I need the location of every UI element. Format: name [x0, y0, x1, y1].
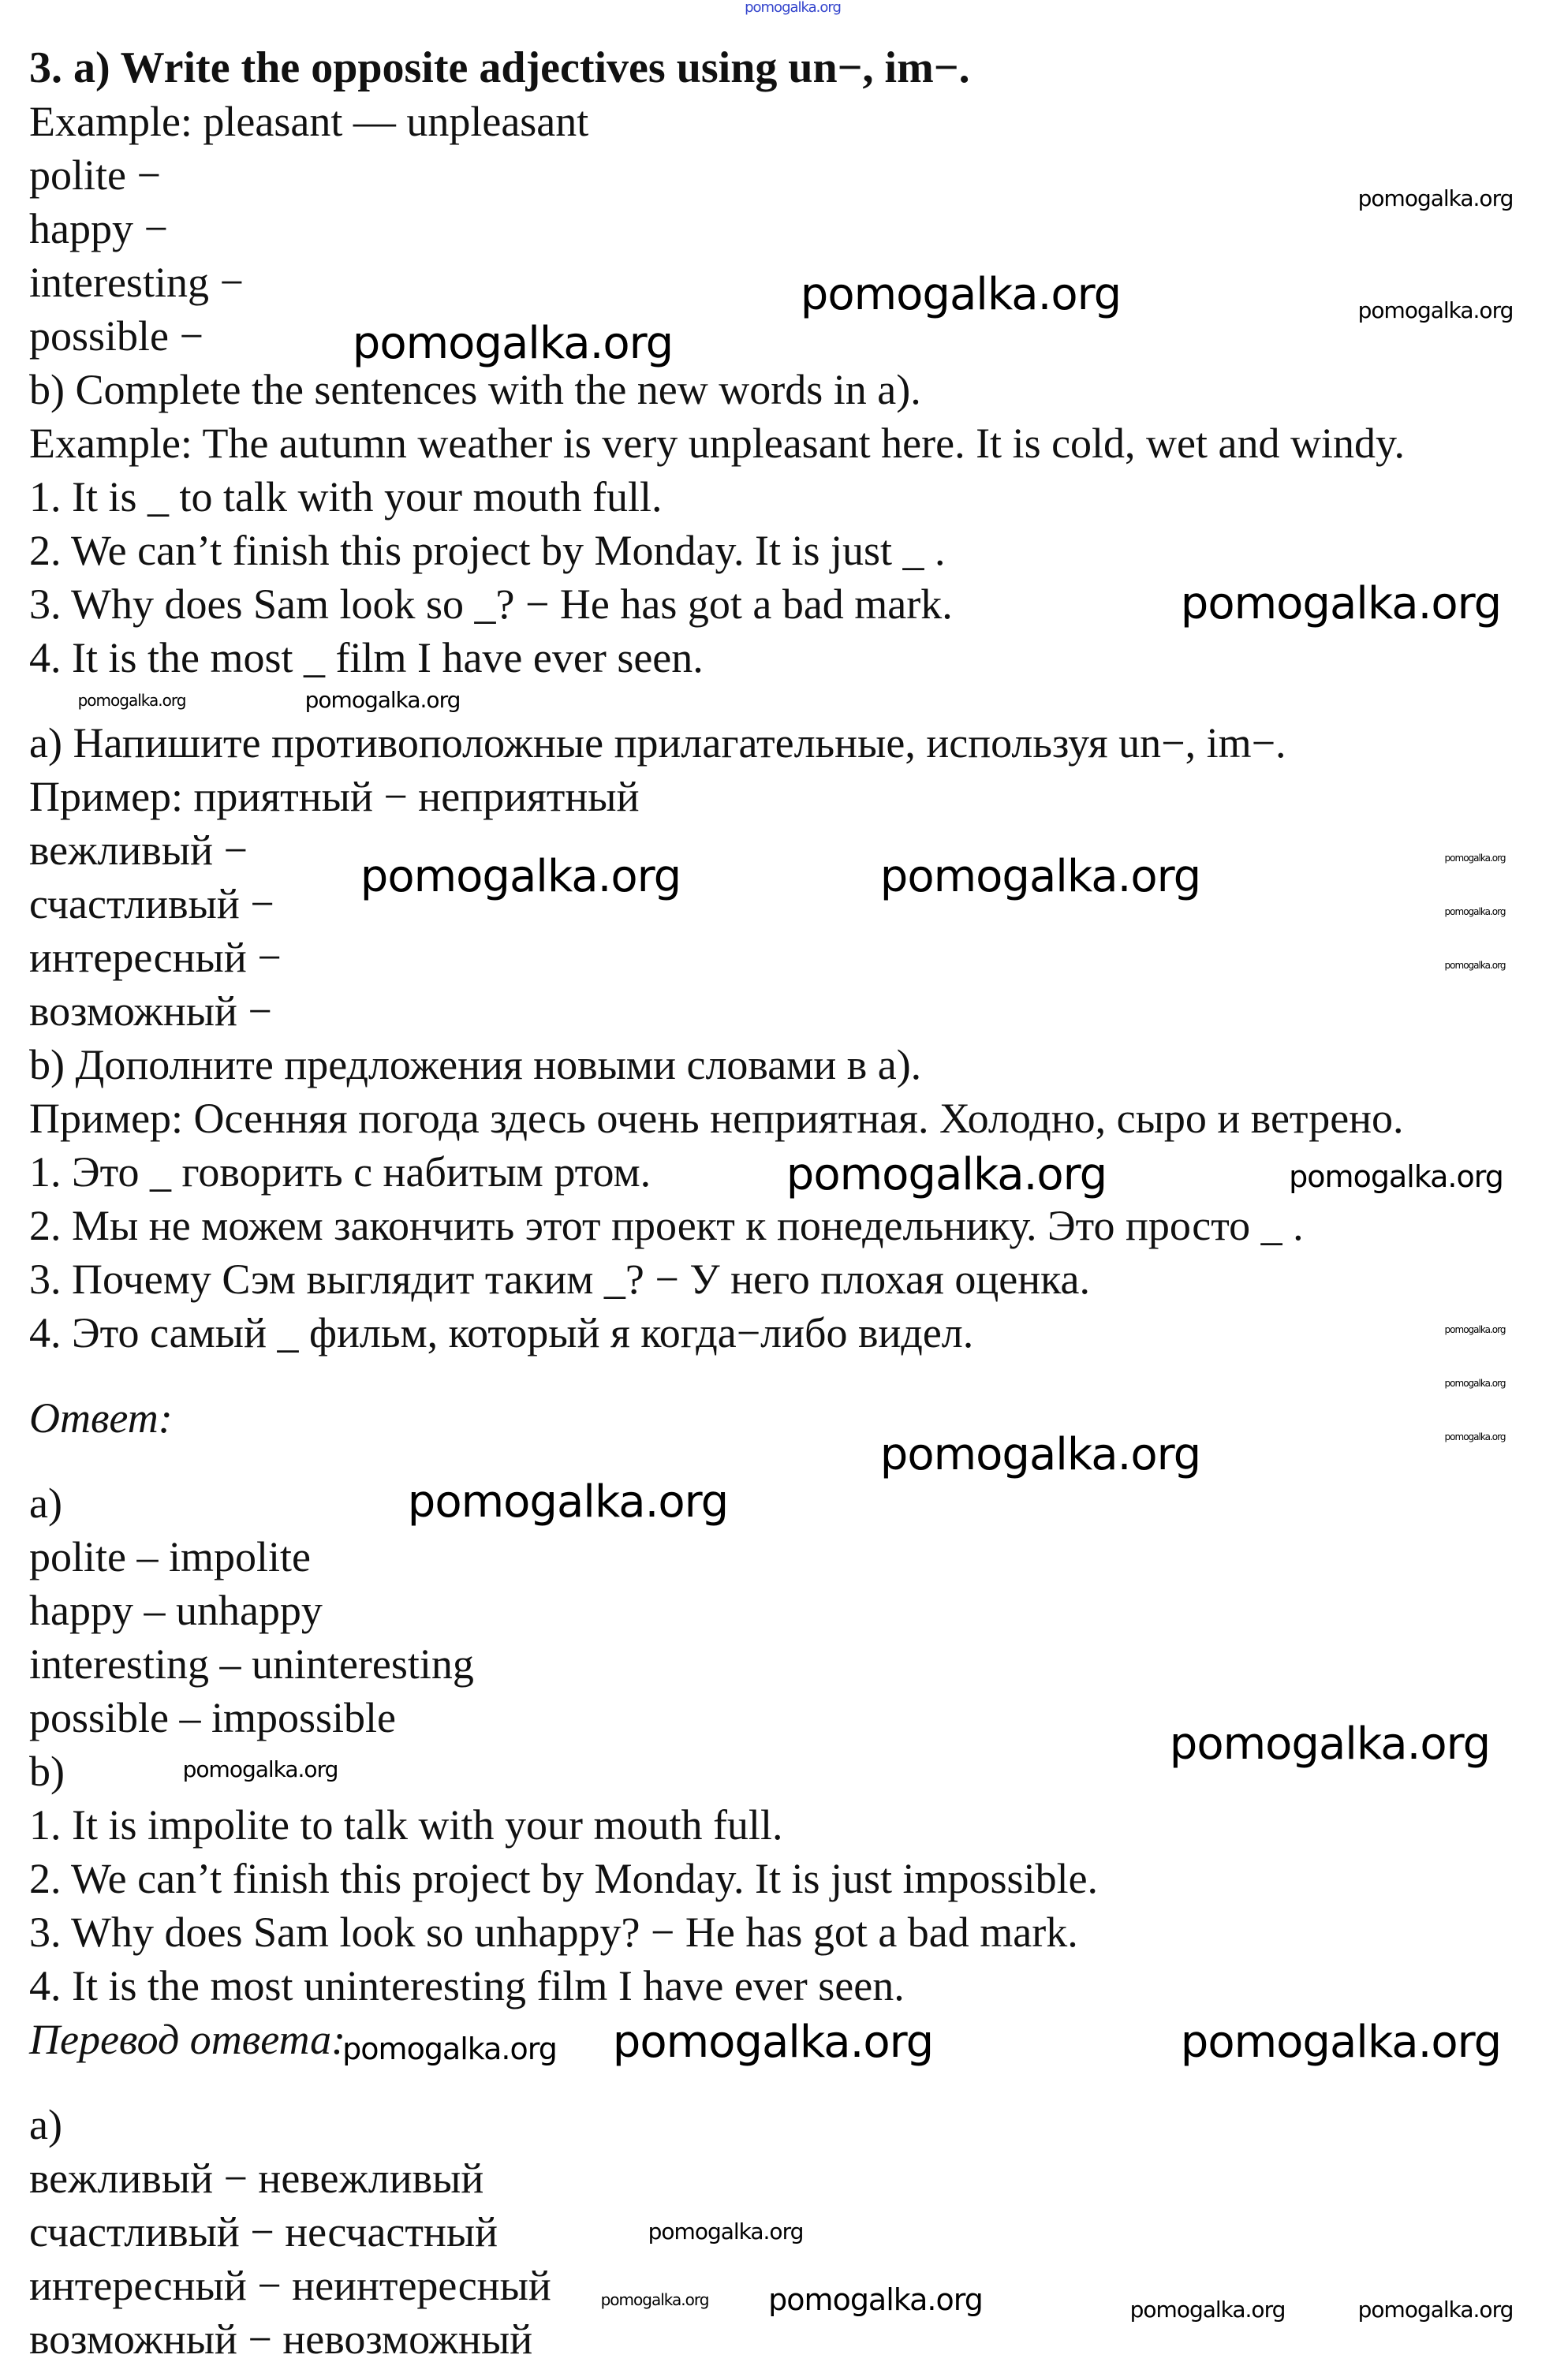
watermark: pomogalka.org — [182, 1756, 338, 1782]
translation-item: интересный − — [29, 934, 282, 981]
watermark: pomogalka.org — [1444, 906, 1506, 917]
answer-item: happy – unhappy — [29, 1587, 323, 1634]
watermark: pomogalka.org — [360, 851, 681, 902]
translation-example-a: Пример: приятный − неприятный — [29, 773, 640, 820]
watermark: pomogalka.org — [1180, 2017, 1502, 2068]
watermark: pomogalka.org — [352, 318, 674, 369]
watermark: pomogalka.org — [1289, 1159, 1503, 1194]
watermark: pomogalka.org — [800, 269, 1122, 320]
watermark: pomogalka.org — [304, 687, 461, 713]
watermark: pomogalka.org — [879, 1429, 1201, 1480]
answer-item: interesting – uninteresting — [29, 1640, 474, 1688]
task-example-b: Example: The autumn weather is very unpleasant here. It is cold, wet and windy. — [29, 420, 1405, 467]
answer-translation-heading: Перевод ответа: — [29, 2016, 346, 2063]
answer-item: possible – impossible — [29, 1694, 397, 1741]
task-sentence: 2. We can’t finish this project by Monday. It is just _ . — [29, 527, 946, 574]
translation-sentence: 2. Мы не можем закончить этот проект к понедельнику. Это просто _ . — [29, 1202, 1304, 1249]
watermark: pomogalka.org — [1444, 1431, 1506, 1442]
watermark: pomogalka.org — [612, 2017, 934, 2068]
task-sentence: 3. Why does Sam look so _? − He has got a bad mark. — [29, 580, 953, 628]
answer-translation-item: вежливый − невежливый — [29, 2155, 484, 2202]
watermark: pomogalka.org — [342, 2032, 557, 2066]
watermark: pomogalka.org — [77, 691, 186, 710]
watermark: pomogalka.org — [768, 2282, 983, 2317]
watermark: pomogalka.org — [1169, 1718, 1491, 1770]
watermark: pomogalka.org — [648, 2218, 804, 2245]
answer-translation-item: возможный − невозможный — [29, 2315, 533, 2363]
translation-sentence: 4. Это самый _ фильм, который я когда−либо видел. — [29, 1309, 974, 1356]
task-sentence: 4. It is the most _ film I have ever seen. — [29, 634, 704, 681]
watermark: pomogalka.org — [600, 2290, 709, 2309]
watermark-link[interactable]: pomogalka.org — [745, 0, 841, 16]
task-item: happy − — [29, 205, 168, 252]
task-item: possible − — [29, 312, 203, 360]
watermark: pomogalka.org — [1444, 960, 1506, 971]
watermark: pomogalka.org — [786, 1149, 1107, 1200]
answer-translation-label-a: а) — [29, 2101, 62, 2148]
translation-item: возможный − — [29, 987, 272, 1035]
watermark: pomogalka.org — [1444, 1378, 1506, 1389]
answer-label-a: a) — [29, 1480, 62, 1527]
task-sentence: 1. It is _ to talk with your mouth full. — [29, 473, 663, 521]
translation-item: вежливый − — [29, 827, 248, 874]
translation-sentence: 1. Это _ говорить с набитым ртом. — [29, 1148, 651, 1196]
watermark: pomogalka.org — [1357, 2297, 1514, 2323]
translation-title-b: b) Дополните предложения новыми словами в а). — [29, 1041, 922, 1088]
answer-sentence: 1. It is impolite to talk with your mouth full. — [29, 1801, 783, 1849]
watermark: pomogalka.org — [1444, 853, 1506, 864]
watermark: pomogalka.org — [1357, 297, 1514, 323]
answer-translation-item: счастливый − несчастный — [29, 2208, 498, 2256]
translation-item: счастливый − — [29, 880, 274, 927]
answer-item: polite – impolite — [29, 1533, 311, 1580]
answer-translation-item: интересный − неинтересный — [29, 2262, 551, 2309]
task-title-b: b) Complete the sentences with the new words in a). — [29, 366, 921, 413]
watermark: pomogalka.org — [879, 851, 1201, 902]
answer-sentence: 3. Why does Sam look so unhappy? − He has got a bad mark. — [29, 1909, 1078, 1956]
answer-sentence: 4. It is the most uninteresting film I have ever seen. — [29, 1962, 905, 2009]
answer-sentence: 2. We can’t finish this project by Monday. It is just impossible. — [29, 1855, 1099, 1902]
task-title: 3. a) Write the opposite adjectives using un−, im−. — [29, 43, 970, 92]
watermark: pomogalka.org — [1129, 2297, 1286, 2323]
task-item: interesting − — [29, 259, 244, 306]
translation-sentence: 3. Почему Сэм выглядит таким _? − У него плохая оценка. — [29, 1256, 1090, 1303]
answer-label-b: b) — [29, 1748, 65, 1795]
task-example-a: Example: pleasant — unpleasant — [29, 98, 589, 145]
watermark: pomogalka.org — [1444, 1324, 1506, 1335]
translation-example-b: Пример: Осенняя погода здесь очень неприятная. Холодно, сыро и ветрено. — [29, 1095, 1404, 1142]
translation-title: a) Напишите противоположные прилагательные, используя un−, im−. — [29, 719, 1286, 767]
task-item: polite − — [29, 151, 161, 199]
watermark: pomogalka.org — [1357, 185, 1514, 211]
answer-heading: Ответ: — [29, 1394, 173, 1442]
watermark: pomogalka.org — [407, 1476, 729, 1528]
watermark: pomogalka.org — [1180, 578, 1502, 629]
